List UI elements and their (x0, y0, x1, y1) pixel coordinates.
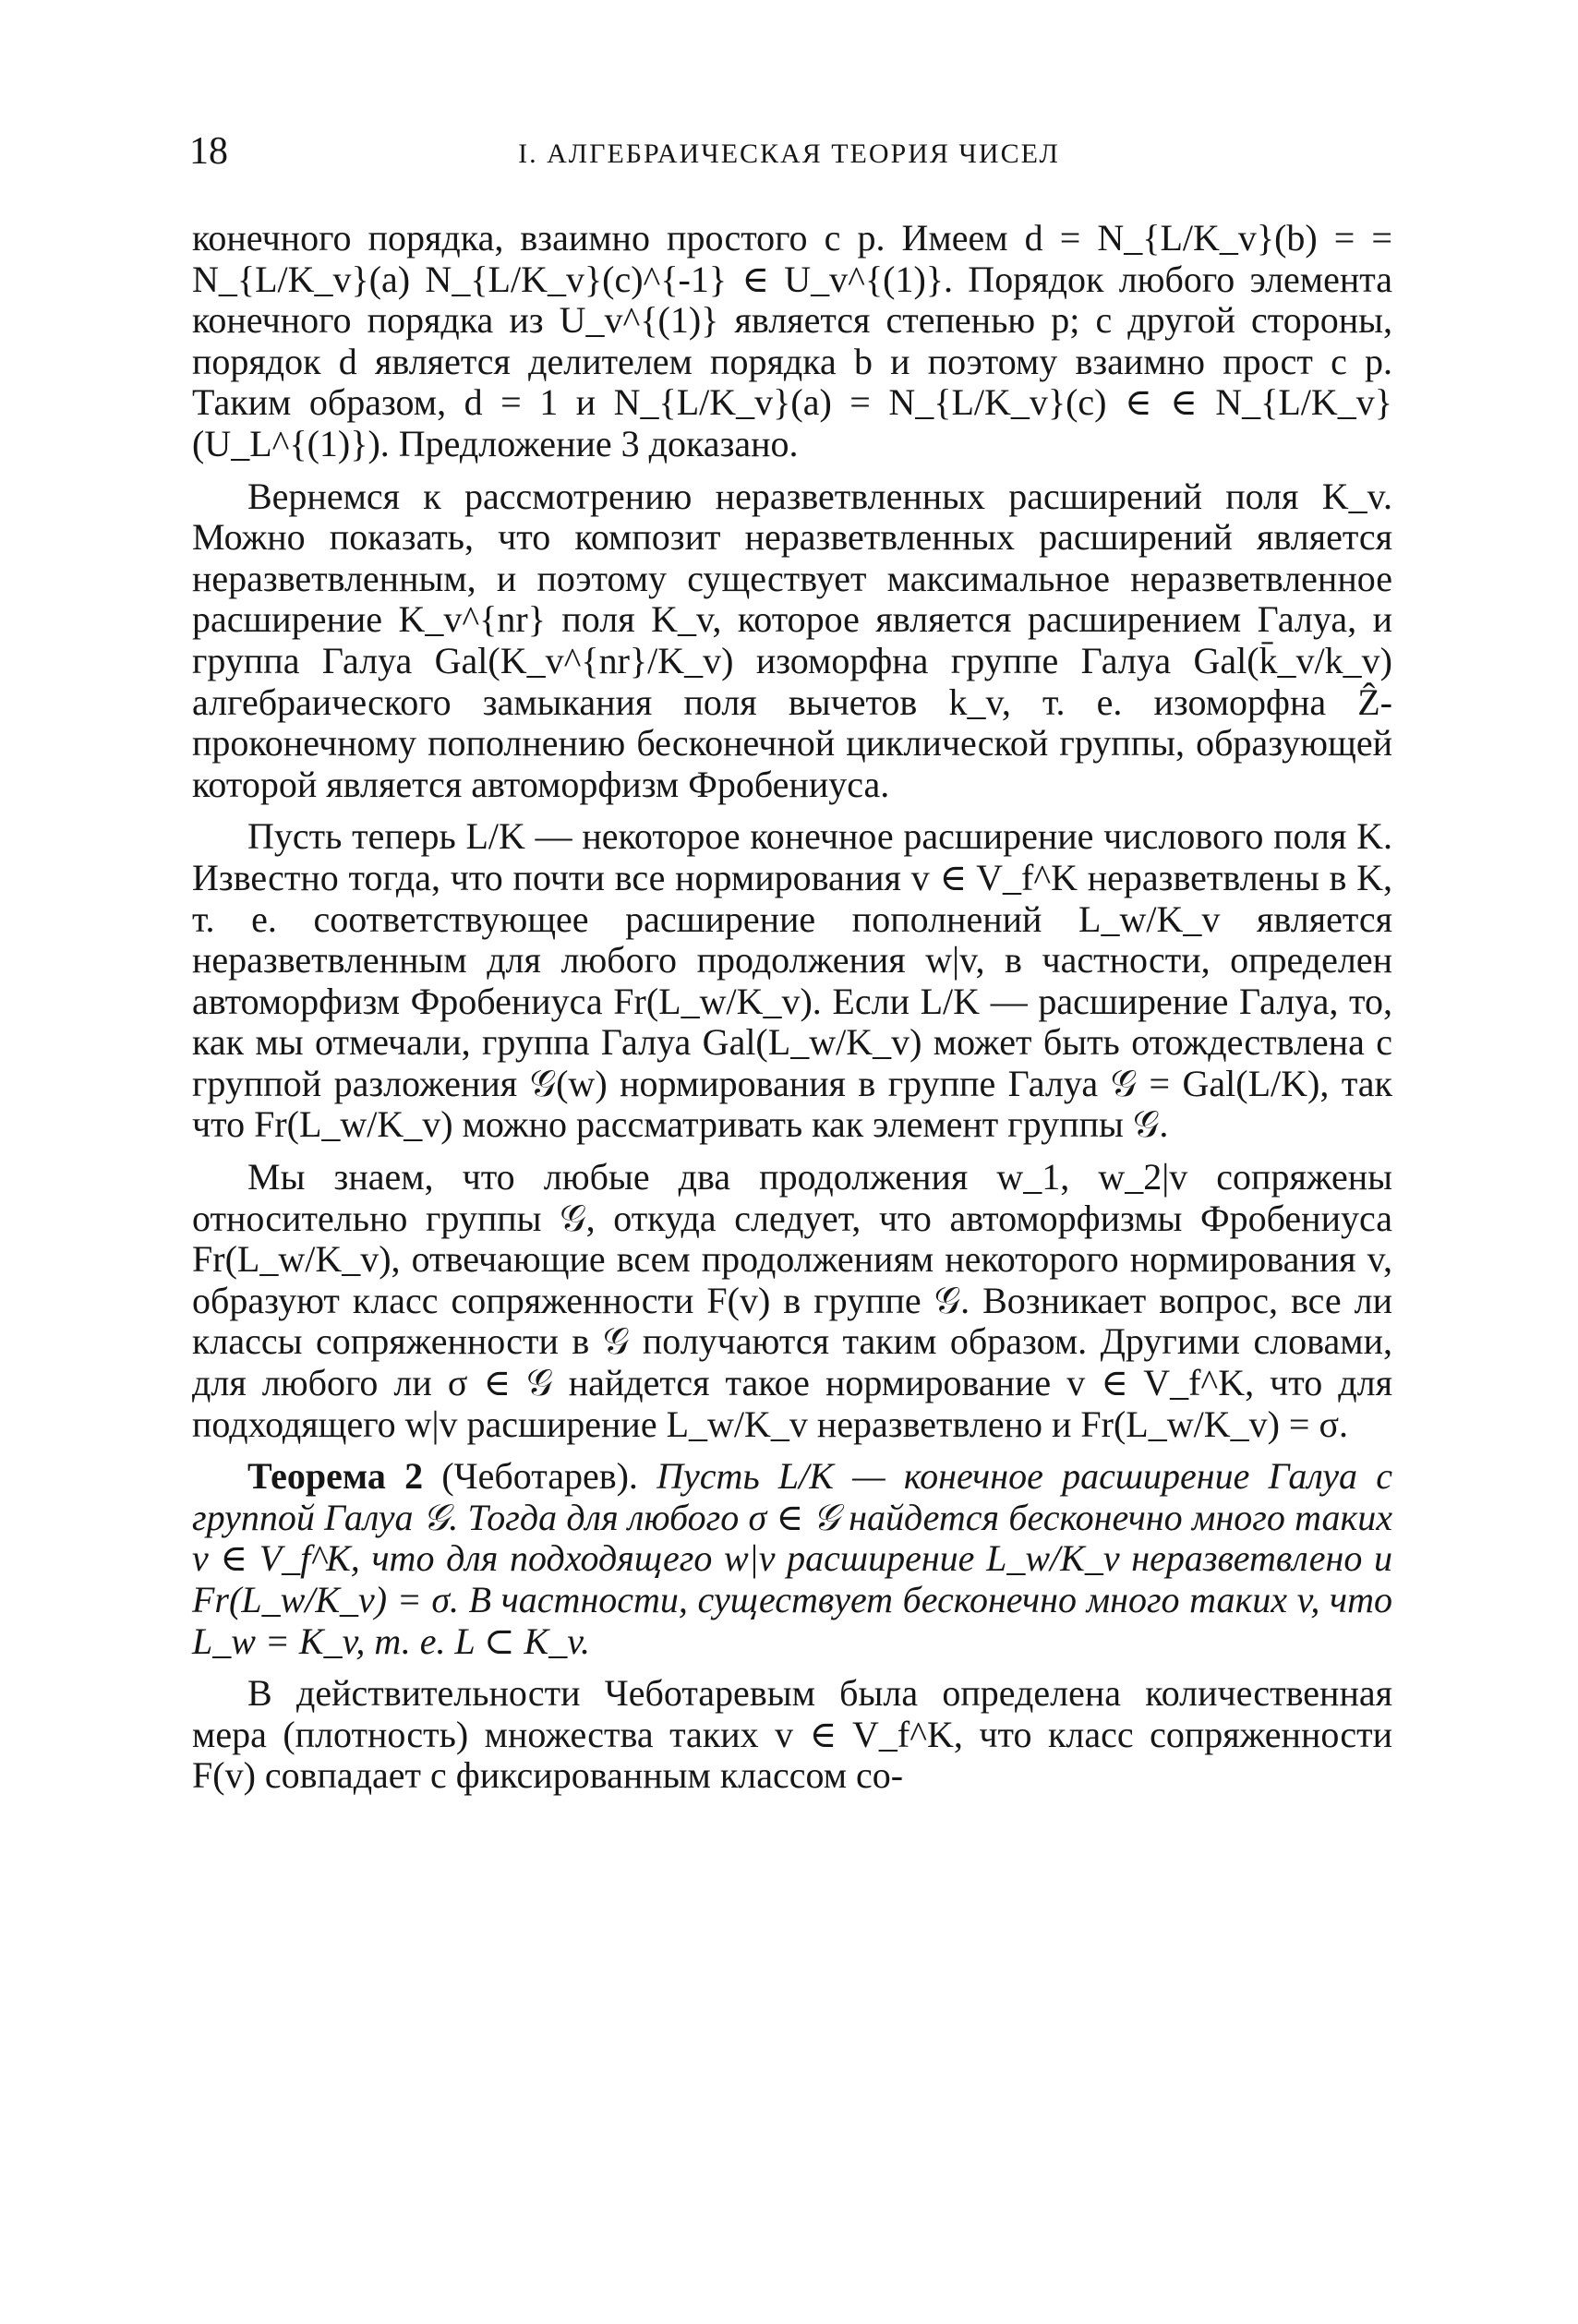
page-number: 18 (189, 130, 228, 173)
page-body (192, 218, 1392, 1808)
paragraph-2: Вернемся к рассмотрению неразветвленных расширений поля K_v. Можно показать, что композит неразветвленных расширений является неразветвленным, и поэтому существует максимальное неразветвленное расширение K_v^{nr} поля K_v, которое является расширением Галуа, и группа Галуа Gal(K_v^{nr}/K_v) изоморфна группе Галуа Gal(k̄_v/k_v) алгебраического замыкания поля вычетов k_v, т. е. изоморфна Ẑ-проконечному пополнению бесконечной циклической группы, образующей которой является автоморфизм Фробениуса. (192, 475, 1392, 805)
theorem-attribution: (Чеботарев). (441, 1455, 638, 1498)
paragraph-3: Пусть теперь L/K — некоторое конечное расширение числового поля K. Известно тогда, что почти все нормирования v ∈ V_f^K неразветвлены в K, т. е. соответствующее расширение пополнений L_w/K_v является неразветвленным для любого продолжения w|v, в частности, определен автоморфизм Фробениуса Fr(L_w/K_v). Если L/K — расширение Галуа, то, как мы отмечали, группа Галуа Gal(L_w/K_v) может быть отождествлена с группой разложения 𝒢(w) нормирования в группе Галуа 𝒢 = Gal(L/K), так что Fr(L_w/K_v) можно рассматривать как элемент группы 𝒢. (192, 815, 1392, 1146)
theorem-text: Пусть L/K — конечное расширение Галуа с группой Галуа 𝒢. Тогда для любого σ ∈ 𝒢 найдется бесконечно много таких v ∈ V_f^K, что для подходящего w|v расширение L_w/K_v неразветвлено и Fr(L_w/K_v) = σ. В частности, существует бесконечно много таких v, что L_w = K_v, т. е. L ⊂ K_v. (192, 1455, 1393, 1662)
running-title: I. АЛГЕБРАИЧЕСКАЯ ТЕОРИЯ ЧИСЕЛ (518, 138, 1060, 169)
page-header (189, 129, 1389, 185)
theorem-2 (192, 1456, 1392, 1662)
paragraph-1: конечного порядка, взаимно простого с p. Имеем d = N_{L/K_v}(b) = = N_{L/K_v}(a) N_{L/K_v}(c)^{-1} ∈ U_v^{(1)}. Порядок любого элемента конечного порядка из U_v^{(1)} является степенью p; с другой стороны, порядок d является делителем порядка b и поэтому взаимно прост с p. Таким образом, d = 1 и N_{L/K_v}(a) = N_{L/K_v}(c) ∈ ∈ N_{L/K_v}(U_L^{(1)}). Предложение 3 доказано. (192, 217, 1392, 464)
theorem-label: Теорема 2 (247, 1455, 424, 1498)
final-paragraph: В действительности Чеботаревым была определена количественная мера (плотность) множества таких v ∈ V_f^K, что класс сопряженности F(v) совпадает с фиксированным классом со- (192, 1672, 1392, 1797)
paragraph-4: Мы знаем, что любые два продолжения w_1, w_2|v сопряжены относительно группы 𝒢, откуда следует, что автоморфизмы Фробениуса Fr(L_w/K_v), отвечающие всем продолжениям некоторого нормирования v, образуют класс сопряженности F(v) в группе 𝒢. Возникает вопрос, все ли классы сопряженности в 𝒢 получаются таким образом. Другими словами, для любого ли σ ∈ 𝒢 найдется такое нормирование v ∈ V_f^K, что для подходящего w|v расширение L_w/K_v неразветвлено и Fr(L_w/K_v) = σ. (192, 1156, 1392, 1445)
